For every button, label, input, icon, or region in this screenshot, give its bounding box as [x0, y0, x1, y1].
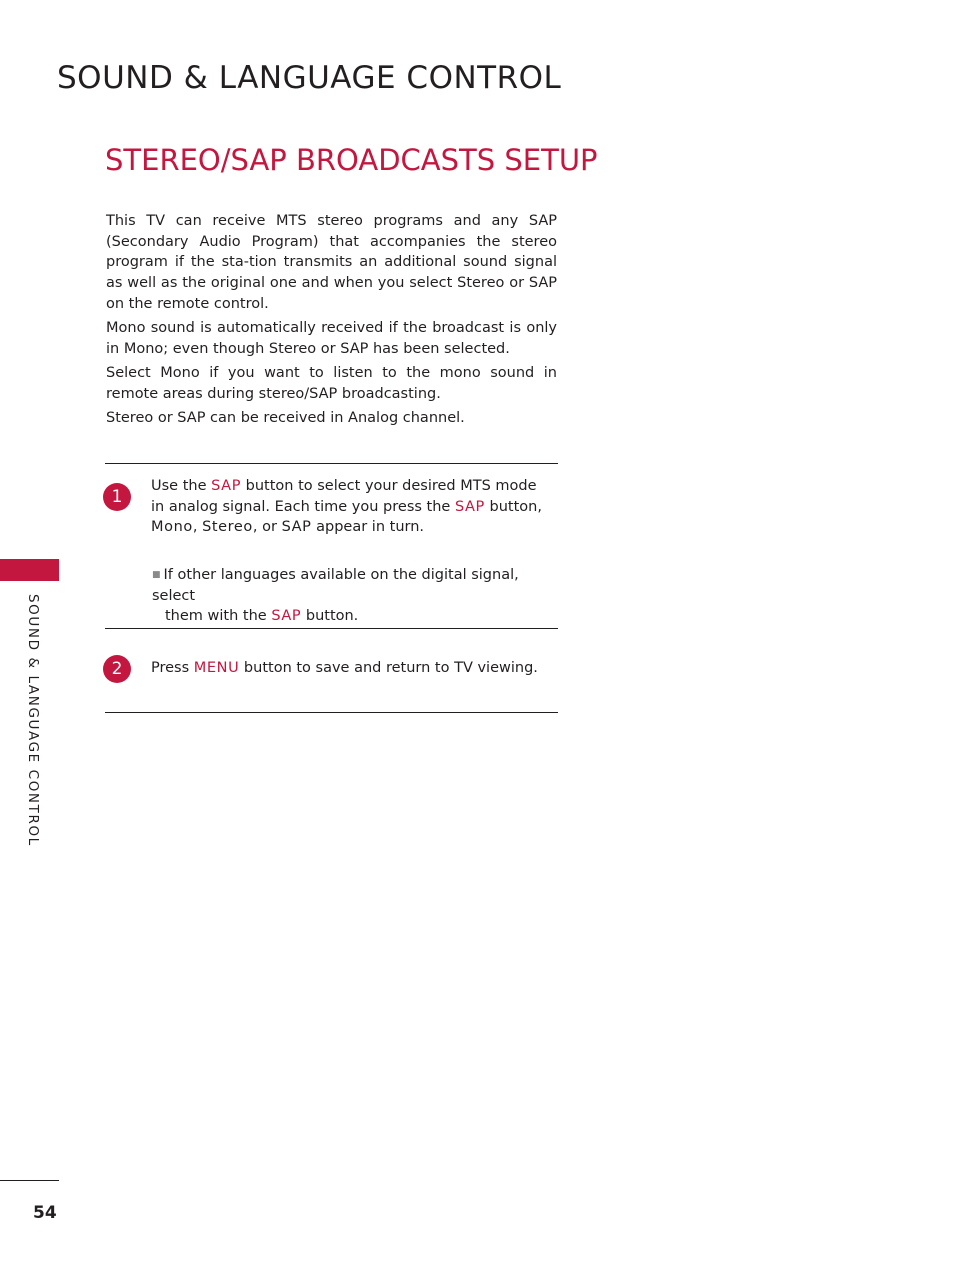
- note-line: [152, 606, 542, 627]
- intro-paragraph: This TV can receive MTS stereo programs and any SAP (Secondary Audio Program) that accompanies the stereo program if the sta-tion transmits an additional sound signal as well as the original one and when you select Stereo or SAP on the remote control.: [106, 213, 557, 312]
- intro-text: [106, 211, 557, 432]
- step-2-text: [151, 658, 551, 679]
- note-line: [152, 565, 542, 606]
- step-text: button,: [484, 498, 542, 515]
- mono-keyword: Mono: [151, 519, 193, 536]
- side-tab-marker: [0, 559, 59, 581]
- intro-paragraph: Select Mono if you want to listen to the mono sound in remote areas during stereo/SAP broadcasting.: [106, 364, 557, 402]
- note-text: button.: [301, 608, 359, 625]
- footer-divider: [0, 1180, 59, 1181]
- note-text: If other languages available on the digital signal, select: [152, 567, 519, 604]
- step-text: appear in turn.: [311, 519, 425, 536]
- step-text: Press: [151, 660, 194, 676]
- step-number-2-badge: 2: [103, 655, 131, 683]
- step-1-note: [152, 565, 542, 627]
- sap-option-keyword: SAP: [281, 519, 312, 536]
- divider: [105, 712, 558, 713]
- step-text: ,: [192, 519, 203, 536]
- intro-paragraph: Mono sound is automatically received if the broadcast is only in Mono; even though Stereo or SAP has been selected.: [106, 320, 557, 357]
- menu-keyword: MENU: [193, 660, 240, 676]
- side-section-label: SOUND & LANGUAGE CONTROL: [25, 594, 41, 847]
- divider: [105, 463, 558, 464]
- sap-keyword: SAP: [211, 478, 242, 494]
- square-bullet-icon: ■: [152, 570, 161, 580]
- stereo-keyword: Stereo: [202, 519, 253, 536]
- sap-keyword: SAP: [271, 608, 302, 625]
- step-1-text: [151, 476, 551, 538]
- note-text: them with the: [165, 608, 272, 625]
- step-text: , or: [252, 519, 282, 536]
- divider: [105, 628, 558, 629]
- step-text: Use the: [151, 478, 212, 494]
- section-title: SOUND & LANGUAGE CONTROL: [57, 60, 562, 96]
- step-number-1-badge: 1: [103, 483, 131, 511]
- step-text: button to select your desired MTS mode in analog signal. Each time you press the: [151, 478, 537, 515]
- page-number: 54: [33, 1203, 57, 1223]
- intro-paragraph: Stereo or SAP can be received in Analog channel.: [106, 409, 465, 426]
- sap-keyword: SAP: [454, 498, 485, 515]
- step-text: button to save and return to TV viewing.: [239, 660, 538, 676]
- page-heading: STEREO/SAP BROADCASTS SETUP: [105, 143, 598, 177]
